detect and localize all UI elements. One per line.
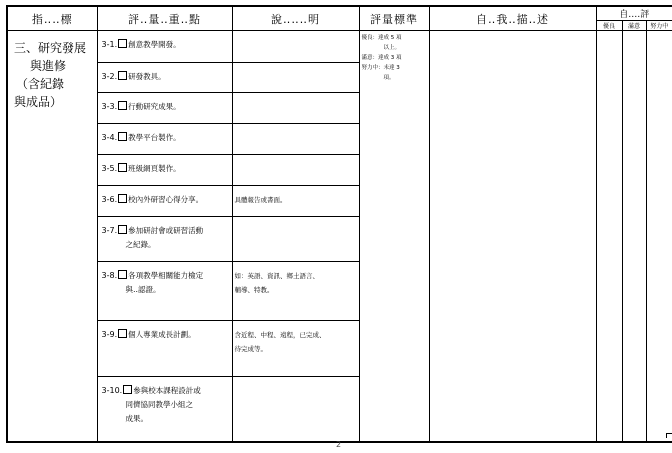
description-line: 含近程、中程、遠程，已完成、 <box>234 331 326 339</box>
indicator-line-1: 三、研究發展 <box>14 41 87 55</box>
header-self-eval-excellent: 優良 <box>596 21 622 31</box>
description-line: 輔導、特教。 <box>234 286 274 294</box>
eval-point-3-1 <box>97 31 232 63</box>
eval-point-text: 參加研討會或研習活動 <box>128 226 204 235</box>
checkbox-3-10[interactable] <box>123 385 132 394</box>
eval-point-text-cont: 之紀錄。 <box>125 240 156 249</box>
header-self-eval-satisfied: 滿意 <box>622 21 646 31</box>
header-self-eval: 自‥‥評 <box>596 6 672 21</box>
header-description: 說‥‥‥明 <box>232 6 359 31</box>
eval-point-text: 創意教學開發。 <box>128 40 181 49</box>
eval-point-3-4 <box>97 124 232 155</box>
checkbox-3-1[interactable] <box>118 39 127 48</box>
self-eval-satisfied-input[interactable] <box>622 31 646 442</box>
eval-point-number: 3-3. <box>101 102 118 111</box>
evaluation-table <box>6 5 672 443</box>
eval-point-3-8 <box>97 262 232 321</box>
eval-point-number: 3-7. <box>101 226 118 235</box>
indicator-line-2: 與進修 <box>30 59 67 73</box>
eval-point-number: 3-9. <box>101 330 118 339</box>
checkbox-3-4[interactable] <box>118 132 127 141</box>
eval-point-number: 3-5. <box>101 164 118 173</box>
standard-excellent-cont: 以上。 <box>383 45 401 51</box>
standard-excellent: 優良：達成 5 項 <box>361 35 402 41</box>
eval-point-text: 班級網頁製作。 <box>128 164 181 173</box>
eval-point-text: 研發教具。 <box>128 72 166 81</box>
indicator-line-4: 與成品） <box>14 95 63 109</box>
checkbox-3-7[interactable] <box>118 225 127 234</box>
eval-point-text: 個人專業成長計劃。 <box>128 330 196 339</box>
checkbox-3-3[interactable] <box>118 101 127 110</box>
header-self-description: 自‥我‥描‥述 <box>429 6 596 31</box>
header-eval-points: 評‥量‥重‥點 <box>97 6 232 31</box>
description-3-8[interactable] <box>232 262 359 321</box>
description-3-9[interactable] <box>232 321 359 377</box>
eval-point-3-6 <box>97 186 232 217</box>
eval-point-number: 3-6. <box>101 195 118 204</box>
eval-point-number: 3-4. <box>101 133 118 142</box>
header-standard: 評量標準 <box>359 6 429 31</box>
eval-point-text: 教學平台製作。 <box>128 133 181 142</box>
eval-point-3-5 <box>97 155 232 186</box>
eval-point-text-cont-2: 成果。 <box>125 414 148 423</box>
eval-point-text-cont: 同儕協同教學小組之 <box>125 400 193 409</box>
self-eval-improving-input[interactable] <box>646 31 672 442</box>
description-line: 如：英語、資訊、鄉土語言、 <box>234 272 319 280</box>
eval-point-number: 3-2. <box>101 72 118 81</box>
indicator-line-3: （含紀錄 <box>16 77 65 91</box>
header-indicator: 指‥‥標 <box>7 6 97 31</box>
page-number: 2 <box>336 440 342 449</box>
description-3-3[interactable] <box>232 93 359 124</box>
standard-improving-cont: 項。 <box>383 75 395 81</box>
eval-point-text: 各項教學相關能力檢定 <box>128 271 204 280</box>
standard-improving: 努力中：未達 3 <box>361 65 400 71</box>
checkbox-3-2[interactable] <box>118 71 127 80</box>
description-3-2[interactable] <box>232 63 359 93</box>
eval-point-number: 3-8. <box>101 271 118 280</box>
eval-point-text: 校內外研習心得分享。 <box>128 195 204 204</box>
standard-satisfied: 滿意：達成 3 項 <box>361 55 402 61</box>
eval-point-number: 3-1. <box>101 40 118 49</box>
eval-point-3-7 <box>97 217 232 262</box>
description-line: 待完成等。 <box>234 345 267 353</box>
standard-cell <box>359 31 429 442</box>
checkbox-3-8[interactable] <box>118 270 127 279</box>
self-eval-excellent-input[interactable] <box>596 31 622 442</box>
eval-point-3-3 <box>97 93 232 124</box>
eval-point-text-cont: 與‥認證。 <box>125 285 161 294</box>
eval-point-3-10 <box>97 377 232 442</box>
indicator-cell <box>7 31 97 442</box>
checkbox-3-9[interactable] <box>118 329 127 338</box>
page-corner-mark <box>666 433 672 438</box>
checkbox-3-6[interactable] <box>118 194 127 203</box>
description-3-6[interactable]: 具體報告或書面。 <box>232 186 359 217</box>
description-3-4[interactable] <box>232 124 359 155</box>
description-3-5[interactable] <box>232 155 359 186</box>
eval-point-3-2 <box>97 63 232 93</box>
description-3-10[interactable] <box>232 377 359 442</box>
eval-point-text: 參與校本課程設計或 <box>133 386 201 395</box>
description-3-7[interactable] <box>232 217 359 262</box>
eval-point-number: 3-10. <box>101 386 123 395</box>
description-3-1[interactable] <box>232 31 359 63</box>
self-description-input[interactable] <box>429 31 596 442</box>
header-self-eval-improving: 努力中 <box>646 21 672 31</box>
eval-point-text: 行動研究成果。 <box>128 102 181 111</box>
checkbox-3-5[interactable] <box>118 163 127 172</box>
eval-point-3-9 <box>97 321 232 377</box>
